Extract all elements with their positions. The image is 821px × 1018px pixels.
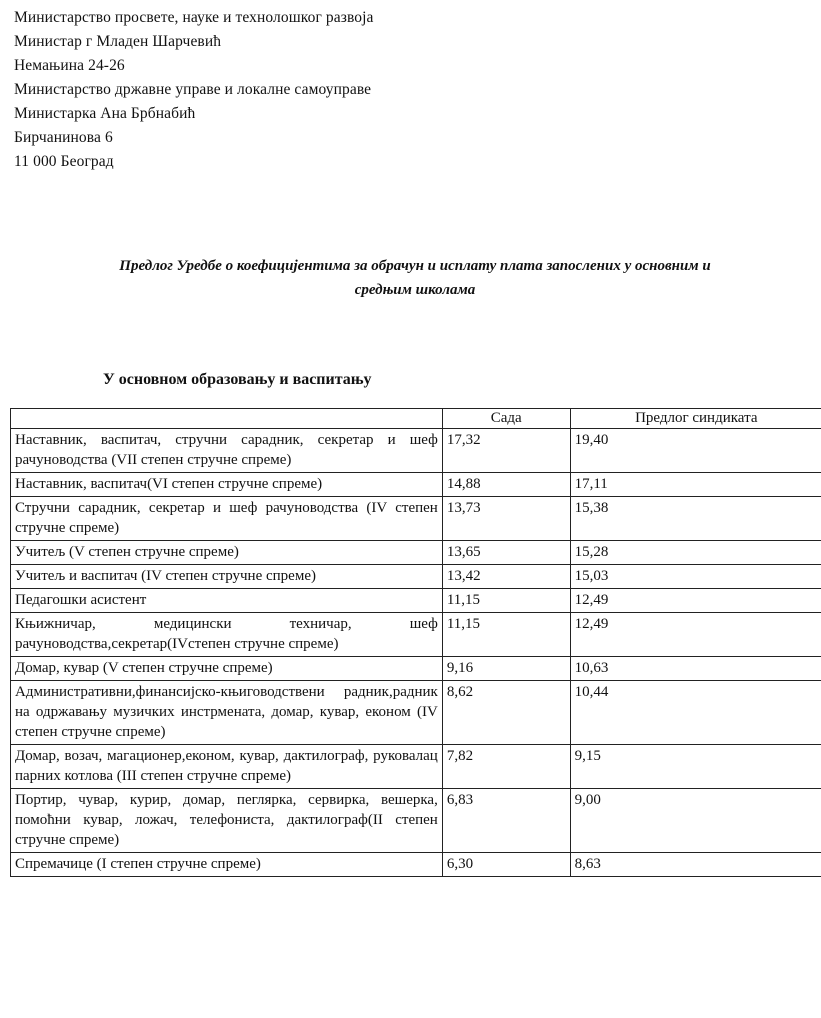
address-line: 11 000 Београд <box>14 153 114 170</box>
current-cell: 14,88 <box>442 473 570 497</box>
current-cell: 6,30 <box>442 853 570 877</box>
proposed-cell: 10,63 <box>570 657 821 681</box>
proposed-cell: 8,63 <box>570 853 821 877</box>
position-cell: Стручни сарадник, секретар и шеф рачуноводства (IV степен стручне спреме) <box>11 497 443 541</box>
current-cell: 11,15 <box>442 613 570 657</box>
proposal-title-line: средњим школама <box>354 282 476 298</box>
position-cell: Педагошки асистент <box>11 589 443 613</box>
address-line: Министарство државне управе и локалне самоуправе <box>14 81 372 98</box>
proposed-cell: 12,49 <box>570 589 821 613</box>
table-row <box>11 497 821 541</box>
proposed-cell: 15,28 <box>570 541 821 565</box>
table-row <box>11 745 821 789</box>
table-row <box>11 589 821 613</box>
address-line: Немањина 24-26 <box>14 57 125 74</box>
position-cell: Наставник, васпитач(VI степен стручне спреме) <box>11 473 443 497</box>
coefficients-table <box>10 408 821 877</box>
table-row <box>11 429 821 473</box>
proposal-title-line: Предлог Уредбе о коефицијентима за обрачун и исплату плата запослених у основним и <box>119 258 711 274</box>
header-proposed: Предлог синдиката <box>570 409 821 429</box>
current-cell: 8,62 <box>442 681 570 745</box>
table-header-row <box>11 409 821 429</box>
address-line: Министарство просвете, науке и технолошког развоја <box>14 9 374 26</box>
position-cell: Домар, возач, магационер,економ, кувар, дактилограф, руковалац парних котлова (III степен стручне спреме) <box>11 745 443 789</box>
current-cell: 6,83 <box>442 789 570 853</box>
proposed-cell: 15,03 <box>570 565 821 589</box>
recipient-address-block <box>14 6 714 174</box>
proposed-cell: 9,15 <box>570 745 821 789</box>
address-line: Бирчанинова 6 <box>14 129 113 146</box>
table-row <box>11 613 821 657</box>
current-cell: 11,15 <box>442 589 570 613</box>
position-cell: Наставник, васпитач, стручни сарадник, секретар и шеф рачуноводства (VII степен стручне спреме) <box>11 429 443 473</box>
current-cell: 9,16 <box>442 657 570 681</box>
table-row <box>11 657 821 681</box>
proposal-title <box>20 254 810 302</box>
proposed-cell: 9,00 <box>570 789 821 853</box>
position-cell: Портир, чувар, курир, домар, пеглярка, сервирка, вешерка, помоћни кувар, ложач, телефониста, дактилограф(II степен стручне спреме) <box>11 789 443 853</box>
position-cell: Учитељ (V степен стручне спреме) <box>11 541 443 565</box>
current-cell: 17,32 <box>442 429 570 473</box>
proposed-cell: 12,49 <box>570 613 821 657</box>
table-row <box>11 853 821 877</box>
address-line: Министар г Младен Шарчевић <box>14 33 222 50</box>
position-cell: Домар, кувар (V степен стручне спреме) <box>11 657 443 681</box>
table-row <box>11 541 821 565</box>
current-cell: 13,65 <box>442 541 570 565</box>
table-row <box>11 789 821 853</box>
table-row <box>11 473 821 497</box>
address-line: Министарка Ана Брбнабић <box>14 105 196 122</box>
position-cell: Спремачице (I степен стручне спреме) <box>11 853 443 877</box>
proposed-cell: 10,44 <box>570 681 821 745</box>
table-row <box>11 681 821 745</box>
table-row <box>11 565 821 589</box>
position-cell: Књижничар, медицински техничар, шеф рачуноводства,секретар(IVстепен стручне спреме) <box>11 613 443 657</box>
proposed-cell: 15,38 <box>570 497 821 541</box>
section-title: У основном образовању и васпитању <box>103 371 372 388</box>
position-cell: Учитељ и васпитач (IV степен стручне спреме) <box>11 565 443 589</box>
current-cell: 13,73 <box>442 497 570 541</box>
header-current: Сада <box>442 409 570 429</box>
current-cell: 7,82 <box>442 745 570 789</box>
current-cell: 13,42 <box>442 565 570 589</box>
proposed-cell: 19,40 <box>570 429 821 473</box>
header-position <box>11 409 443 429</box>
position-cell: Административни,финансијско-књиговодствени радник,радник на одржавању музичких инстрмената, домар, кувар, економ (IV степен стручне спреме) <box>11 681 443 745</box>
proposed-cell: 17,11 <box>570 473 821 497</box>
